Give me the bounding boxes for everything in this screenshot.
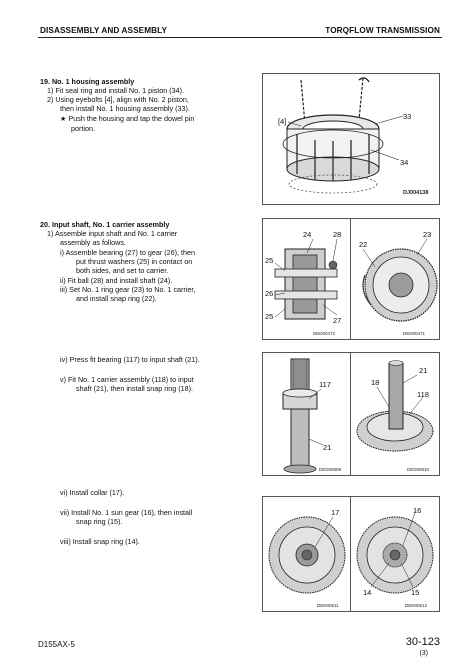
step-20-i-3: both sides, and set to carrier.	[76, 266, 169, 275]
callout-24: 24	[303, 230, 312, 239]
footer-revision: (3)	[419, 650, 428, 657]
step-20-ii: ii) Fit ball (28) and install shaft (24).	[60, 276, 173, 285]
callout-117: 117	[319, 380, 331, 389]
figure-code: DED00510	[407, 467, 430, 472]
step-20-i-2: put thrust washers (25) in contact on	[76, 257, 193, 266]
callout-15: 15	[411, 588, 420, 597]
step-19-line-2: 2) Using eyebolts [4], align with No. 2 piston,	[47, 95, 189, 104]
callout-eyebolt: [4]	[278, 117, 287, 126]
step-20-iii-1: iii) Set No. 1 ring gear (23) to No. 1 carrier,	[60, 285, 196, 294]
callout-17: 17	[331, 508, 340, 517]
step-19-note-cont: portion.	[71, 124, 95, 133]
figure-carrier-gear	[262, 218, 352, 340]
callout-28: 28	[333, 230, 342, 239]
header-rule	[38, 37, 442, 38]
figure-code: DED00511	[317, 603, 339, 608]
step-19-line-1: 1) Fit seal ring and install No. 1 piston (34).	[47, 86, 185, 95]
callout-21: 21	[419, 366, 428, 375]
figure-ring-gear	[350, 218, 440, 340]
figure-code: DED00472	[313, 331, 336, 336]
callout-25-top: 25	[265, 256, 274, 265]
figure-housing-assembly	[262, 73, 440, 205]
step-20-vii-2: snap ring (15).	[76, 517, 123, 526]
callout-27: 27	[333, 316, 342, 325]
figure-collar	[262, 496, 352, 612]
step-20-title: 20. Input shaft, No. 1 carrier assembly	[40, 220, 170, 229]
figure-input-shaft-bearing	[262, 352, 352, 476]
callout-21: 21	[323, 443, 332, 452]
callout-16: 16	[413, 506, 422, 515]
step-20-line-2: assembly as follows.	[60, 238, 126, 247]
figure-code: DED00471	[403, 331, 426, 336]
footer-model: D155AX-5	[38, 640, 75, 649]
step-20-v-2: shaft (21), then install snap ring (18).	[76, 384, 194, 393]
step-20-line-1: 1) Assemble input shaft and No. 1 carrier	[47, 229, 178, 238]
step-19-note: ★ Push the housing and tap the dowel pin	[60, 114, 195, 123]
step-20-iv: iv) Press fit bearing (117) to input shaft (21).	[60, 355, 200, 364]
callout-23: 23	[423, 230, 432, 239]
figure-carrier-on-shaft	[350, 352, 440, 476]
step-20-vi: vi) Install collar (17).	[60, 488, 125, 497]
header-section-title: DISASSEMBLY AND ASSEMBLY	[40, 26, 168, 35]
step-20-v-1: v) Fit No. 1 carrier assembly (118) to input	[60, 375, 194, 384]
figure-code: DED00509	[319, 467, 342, 472]
figure-code: DJ004138	[403, 190, 429, 196]
footer-page-number: 30-123	[405, 636, 440, 648]
figure-sun-gear	[350, 496, 440, 612]
header-chapter-title: TORQFLOW TRANSMISSION	[325, 26, 440, 35]
step-20-vii-1: vii) Install No. 1 sun gear (16), then install	[60, 508, 193, 517]
step-20-viii: viii) Install snap ring (14).	[60, 537, 140, 546]
callout-118: 118	[417, 390, 429, 399]
callout-25-bottom: 25	[265, 312, 274, 321]
step-19-title: 19. No. 1 housing assembly	[40, 77, 135, 86]
step-19-line-3: then install No. 1 housing assembly (33).	[60, 104, 190, 113]
callout-14: 14	[363, 588, 372, 597]
callout-34: 34	[400, 158, 409, 167]
callout-33: 33	[403, 112, 412, 121]
figure-code: DED00512	[405, 603, 428, 608]
step-20-i-1: i) Assemble bearing (27) to gear (26), then	[60, 248, 196, 257]
callout-18: 18	[371, 378, 380, 387]
callout-22: 22	[359, 240, 368, 249]
step-20-iii-2: and install snap ring (22).	[76, 294, 157, 303]
callout-26: 26	[265, 289, 274, 298]
